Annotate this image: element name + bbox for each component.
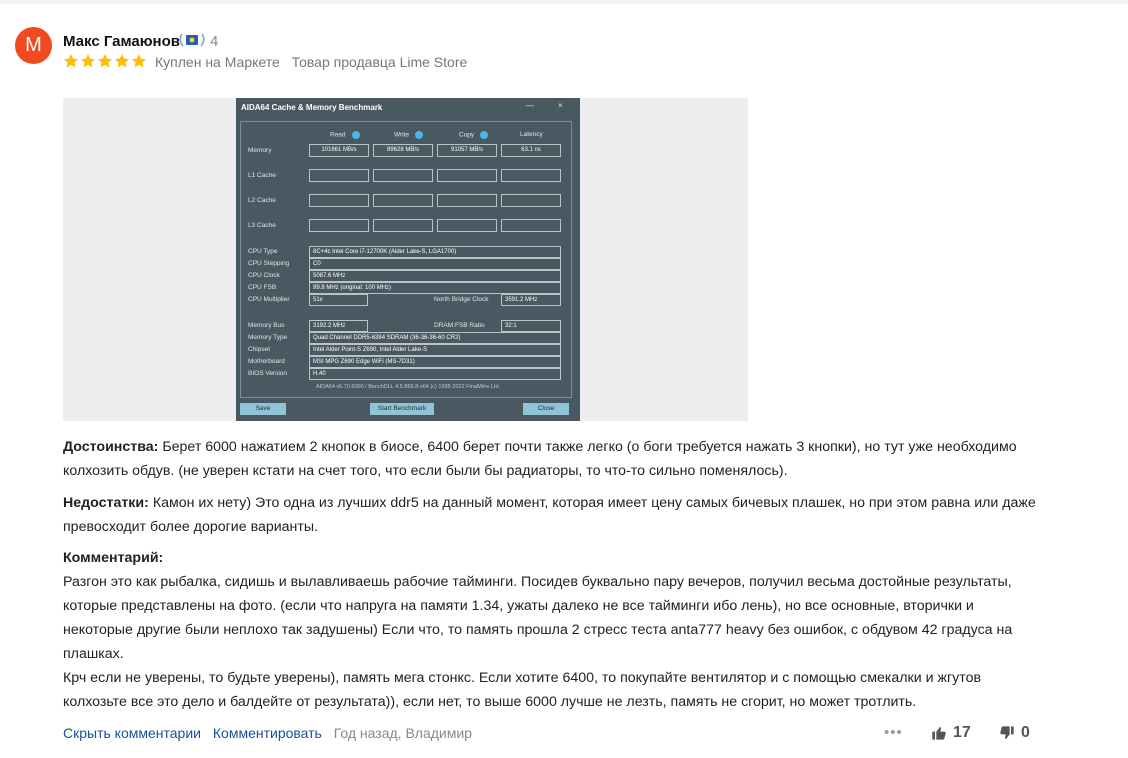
dislike-count: 0 xyxy=(1021,724,1030,741)
row-label: Memory xyxy=(248,147,272,154)
bought-label: Куплен на Маркете xyxy=(155,54,280,70)
close-button: Close xyxy=(523,403,569,415)
laurel-badge-icon xyxy=(177,32,207,48)
result-cell xyxy=(309,219,369,232)
mem-type-value: Quad Channel DDR5-6384 SDRAM (36-36-36-60 CR2) xyxy=(309,332,561,344)
result-cell: 63.1 ns xyxy=(501,144,561,157)
close-icon: × xyxy=(558,101,563,110)
cons-label: Недостатки: xyxy=(63,495,149,511)
star-icon xyxy=(63,53,79,69)
like-count: 17 xyxy=(953,724,971,741)
star-icon xyxy=(114,53,130,69)
result-cell: 101661 MB/s xyxy=(309,144,369,157)
result-cell xyxy=(501,194,561,207)
more-options-icon[interactable]: ••• xyxy=(884,724,903,741)
col-read: Read xyxy=(330,131,360,139)
save-button: Save xyxy=(240,403,286,415)
cons-text: Камон их нету) Это одна из лучших ddr5 на данный момент, которая имеет цену самых бичевых плашек, но при этом равна или даже превосходит более дорогие варианты. xyxy=(63,495,1036,535)
pros-section xyxy=(63,435,1063,483)
mem-bus-value: 3192.2 MHz xyxy=(309,320,368,332)
result-cell xyxy=(437,169,497,182)
comment-text: Разгон это как рыбалка, сидишь и вылавливаешь рабочие тайминги. Посидев буквально пару вечеров, получил весьма достойные результаты, которые представлены на фото. (если что напруга на памяти 1.34, ужаты далеко не все тайминги ибо лень), но все основные, вторички и некоторые другие были неплохо так задушены) Если что, то память прошла 2 стресс теста anta777 heavy без ошибок, с обдувом 42 градуса на плашках. Крч если не уверены, то будьте уверены), память мега стонкс. Если хотите 6400, то покупайте вентилятор и с помощью смекалки и жгутов колхозьте все это дело и балдейте от результата)), если нет, то выше 6000 лучше не лезть, память не сгорит, но может тротлить. xyxy=(63,574,1013,710)
rating-stars xyxy=(63,53,147,71)
nb-clock-value: 3591.2 MHz xyxy=(501,294,561,306)
result-cell xyxy=(437,219,497,232)
cpu-stepping-value: C0 xyxy=(309,258,561,270)
dram-ratio-value: 32:1 xyxy=(501,320,561,332)
star-icon xyxy=(97,53,113,69)
cpu-clock-label: CPU Clock xyxy=(248,272,280,279)
thumbs-up-icon xyxy=(931,725,947,741)
result-cell xyxy=(501,219,561,232)
cpu-type-value: 8C+4c Intel Core i7-12700K (Alder Lake-S, LGA1700) xyxy=(309,246,561,258)
row-label: L2 Cache xyxy=(248,197,276,204)
review-meta xyxy=(155,54,467,70)
review-actions xyxy=(63,725,472,741)
hide-comments-link[interactable]: Скрыть комментарии xyxy=(63,725,201,741)
pros-text: Берет 6000 нажатием 2 кнопок в биосе, 6400 берет почти также легко (о боги требуется нажать 3 кнопки), но тут уже необходимо колхозить обдув. (не уверен кстати на счет того, что если были бы радиаторы, то что-то сильно поменялось). xyxy=(63,439,1017,479)
minimize-icon: — xyxy=(526,101,534,110)
aida64-screenshot[interactable] xyxy=(236,98,580,421)
cons-section xyxy=(63,491,1063,539)
result-cell: 89628 MB/s xyxy=(373,144,433,157)
aida-footer: AIDA64 v6.70.6000 / BenchDLL 4.5.868.8-x64 (c) 1995-2022 FinalWire Ltd. xyxy=(315,384,501,390)
comment-section xyxy=(63,546,1063,714)
cpu-fsb-label: CPU FSB xyxy=(248,284,277,291)
window-title: AIDA64 Cache & Memory Benchmark xyxy=(241,103,383,112)
col-copy: Copy xyxy=(459,131,488,139)
motherboard-value: MSI MPG Z690 Edge WiFi (MS-7D31) xyxy=(309,356,561,368)
cpu-mult-value: 51x xyxy=(309,294,368,306)
seller-label[interactable]: Товар продавца Lime Store xyxy=(291,54,468,70)
result-cell: 91057 MB/s xyxy=(437,144,497,157)
date-author: Год назад, Владимир xyxy=(333,725,472,741)
mem-bus-label: Memory Bus xyxy=(248,322,285,329)
thumbs-down-icon xyxy=(999,725,1015,741)
dram-ratio-label: DRAM:FSB Ratio xyxy=(434,322,485,329)
top-divider xyxy=(0,0,1128,4)
pros-label: Достоинства: xyxy=(63,439,159,455)
badge-count: 4 xyxy=(210,33,219,50)
star-icon xyxy=(131,53,147,69)
result-cell xyxy=(309,169,369,182)
cpu-stepping-label: CPU Stepping xyxy=(248,260,290,267)
avatar[interactable]: M xyxy=(15,27,52,64)
comment-link[interactable]: Комментировать xyxy=(212,725,322,741)
cpu-type-label: CPU Type xyxy=(248,248,278,255)
motherboard-label: Motherboard xyxy=(248,358,285,365)
chipset-label: Chipset xyxy=(248,346,271,353)
nb-clock-label: North Bridge Clock xyxy=(434,296,489,303)
result-cell xyxy=(373,169,433,182)
cpu-mult-label: CPU Multiplier xyxy=(248,296,290,303)
like-button[interactable] xyxy=(931,724,971,742)
mem-type-label: Memory Type xyxy=(248,334,288,341)
bios-value: H.40 xyxy=(309,368,561,380)
row-label: L1 Cache xyxy=(248,172,276,179)
row-label: L3 Cache xyxy=(248,222,276,229)
chipset-value: Intel Alder Point-S Z690, Intel Alder Lake-S xyxy=(309,344,561,356)
author-name[interactable]: Макс Гамаюнов xyxy=(63,33,180,50)
cpu-clock-value: 5087.6 MHz xyxy=(309,270,561,282)
col-write: Write xyxy=(394,131,423,139)
dislike-button[interactable] xyxy=(999,724,1030,742)
result-cell xyxy=(501,169,561,182)
bios-label: BIOS Version xyxy=(248,370,288,377)
result-cell xyxy=(373,219,433,232)
start-benchmark-button: Start Benchmark xyxy=(370,403,434,415)
cpu-fsb-value: 99.8 MHz (original: 100 MHz) xyxy=(309,282,561,294)
result-cell xyxy=(309,194,369,207)
comment-label: Комментарий: xyxy=(63,550,164,566)
star-icon xyxy=(80,53,96,69)
result-cell xyxy=(437,194,497,207)
col-latency: Latency xyxy=(520,131,543,138)
result-cell xyxy=(373,194,433,207)
